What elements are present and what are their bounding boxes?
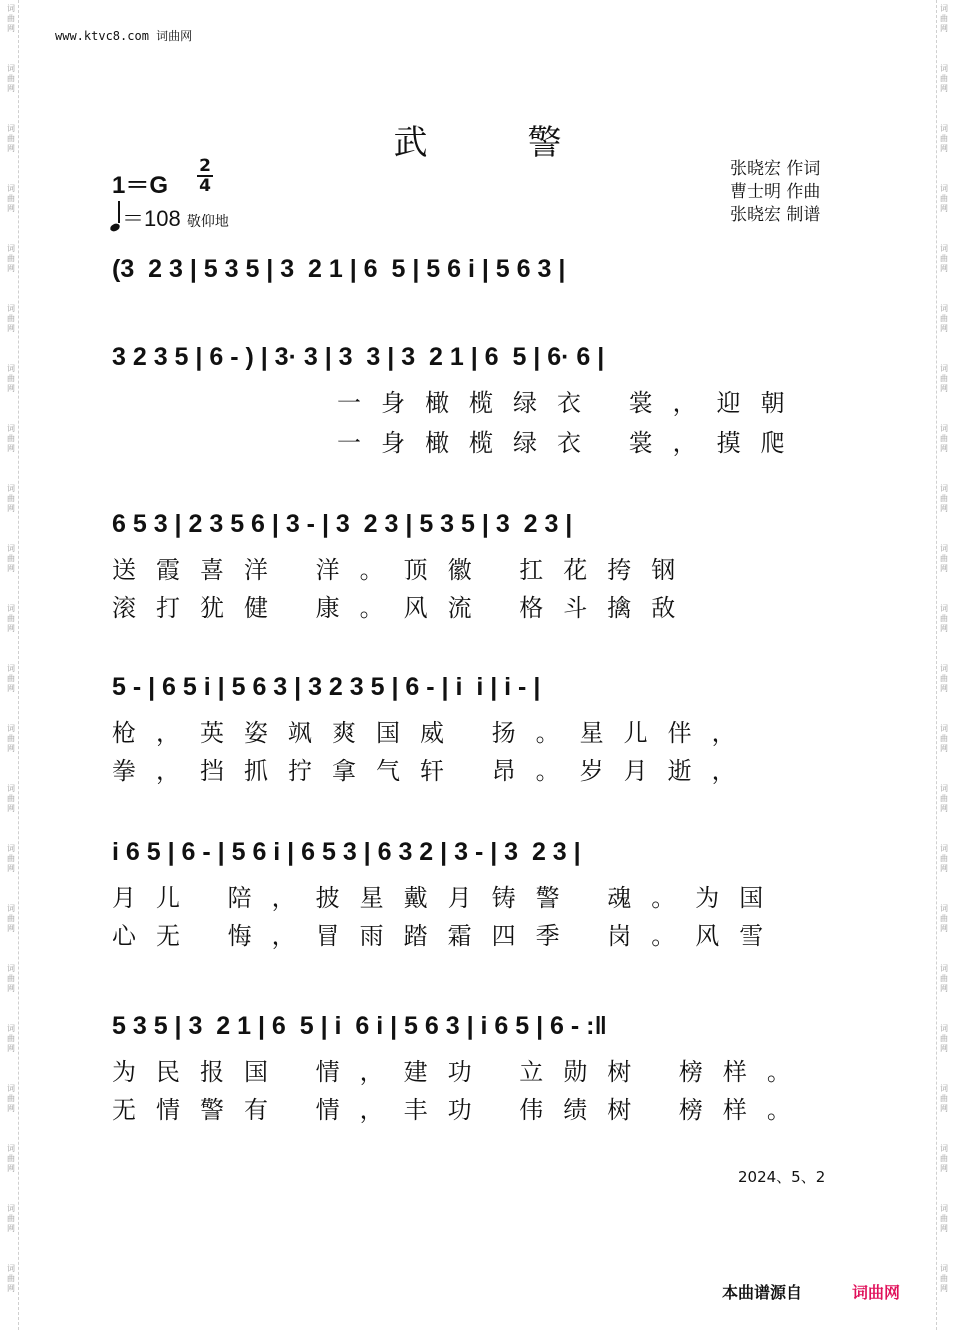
side-watermark-mark: 词 曲 网 (940, 4, 948, 33)
score-row (112, 838, 847, 950)
side-watermark-mark: 词 曲 网 (7, 724, 15, 753)
side-watermark-mark: 词 曲 网 (940, 784, 948, 813)
site-name[interactable]: 词曲网 (156, 29, 193, 43)
side-watermark-mark: 词 曲 网 (7, 304, 15, 333)
side-watermark-mark: 词 曲 网 (7, 904, 15, 933)
side-watermark-mark: 词 曲 网 (7, 604, 15, 633)
left-watermark-strip (4, 0, 19, 1330)
side-watermark-mark: 词 曲 网 (940, 1144, 948, 1173)
notation-line: 6 5 3 | 2 3 5 6 | 3 - | 3 2 3 | 5 3 5 | 3 2 3 | (112, 510, 573, 538)
notation-line: 5 - | 6 5 i | 5 6 3 | 3 2 3 5 | 6 - | i i | i - | (112, 673, 541, 701)
side-watermark-mark: 词 曲 网 (940, 424, 948, 453)
notation-line: (3 2 3 | 5 3 5 | 3 2 1 | 6 5 | 5 6 i | 5 6 3 | (112, 255, 566, 283)
song-title: 武警 (393, 123, 662, 163)
side-watermark-mark: 词 曲 网 (940, 244, 948, 273)
side-watermark-mark: 词 曲 网 (940, 904, 948, 933)
right-watermark-strip (936, 0, 951, 1330)
score-row (112, 510, 847, 622)
note-stem (118, 201, 120, 223)
site-header[interactable] (55, 27, 192, 44)
side-watermark-mark: 词 曲 网 (7, 1084, 15, 1113)
side-watermark-mark: 词 曲 网 (940, 184, 948, 213)
time-signature-top: 2 (199, 156, 211, 176)
side-watermark-mark: 词 曲 网 (7, 964, 15, 993)
side-watermark-mark: 词 曲 网 (7, 1264, 15, 1293)
score-row (112, 673, 847, 785)
credits (730, 158, 820, 227)
side-watermark-mark: 词 曲 网 (940, 124, 948, 153)
lyrics-verse-1: 一身橄榄绿衣 裳，迎朝 (337, 389, 805, 417)
side-watermark-mark: 词 曲 网 (940, 724, 948, 753)
side-watermark-mark: 词 曲 网 (940, 604, 948, 633)
side-watermark-mark: 词 曲 网 (7, 64, 15, 93)
side-watermark-mark: 词 曲 网 (7, 544, 15, 573)
tempo-marking (110, 202, 229, 233)
lyricist-credit: 张晓宏 作词 (730, 159, 821, 179)
lyrics-verse-2: 滚打犹健 康。风流 格斗擒敌 (112, 594, 696, 622)
time-signature (195, 157, 215, 195)
lyrics-verse-1: 送霞喜洋 洋。顶徽 扛花挎钢 (112, 556, 696, 584)
side-watermark-mark: 词 曲 网 (940, 304, 948, 333)
side-watermark-mark: 词 曲 网 (7, 424, 15, 453)
side-watermark-mark: 词 曲 网 (7, 1144, 15, 1173)
lyrics-verse-1: 月儿 陪，披星戴月铸警 魂。为国 (112, 884, 784, 912)
side-watermark-mark: 词 曲 网 (940, 64, 948, 93)
composer-credit: 曹士明 作曲 (730, 182, 821, 202)
side-watermark-mark: 词 曲 网 (7, 184, 15, 213)
side-watermark-mark: 词 曲 网 (940, 964, 948, 993)
time-signature-bottom: 4 (199, 176, 211, 196)
transcriber-credit: 张晓宏 制谱 (730, 205, 821, 225)
source-label: 本曲谱源自 (722, 1283, 803, 1302)
tempo-mood: 敬仰地 (186, 213, 229, 229)
notation-line: 5 3 5 | 3 2 1 | 6 5 | i 6 i | 5 6 3 | i 6 5 | 6 - :‖ (112, 1012, 607, 1040)
lyrics-verse-1: 枪，英姿飒爽国威 扬。星儿伴， (112, 719, 756, 747)
score-row (112, 255, 847, 305)
site-url[interactable]: www.ktvc8.com (55, 29, 149, 43)
side-watermark-mark: 词 曲 网 (940, 544, 948, 573)
lyrics-verse-2: 拳，挡抓拧拿气轩 昂。岁月逝， (112, 757, 756, 785)
score-row (112, 343, 847, 457)
side-watermark-mark: 词 曲 网 (940, 364, 948, 393)
key-signature: 1＝G (112, 172, 169, 199)
side-watermark-mark: 词 曲 网 (7, 1204, 15, 1233)
side-watermark-mark: 词 曲 网 (7, 124, 15, 153)
quarter-note-icon (109, 222, 121, 233)
side-watermark-mark: 词 曲 网 (7, 4, 15, 33)
side-watermark-mark: 词 曲 网 (940, 484, 948, 513)
tempo-value: ＝108 (122, 206, 181, 231)
composition-date: 2024、5、2 (738, 1168, 826, 1186)
side-watermark-mark: 词 曲 网 (7, 844, 15, 873)
lyrics-verse-1: 为民报国 情，建功 立勋树 榜样。 (112, 1058, 811, 1086)
score-row (112, 1012, 847, 1124)
side-watermark-mark: 词 曲 网 (940, 1084, 948, 1113)
side-watermark-mark: 词 曲 网 (7, 784, 15, 813)
lyrics-verse-2: 一身橄榄绿衣 裳，摸爬 (337, 429, 805, 457)
side-watermark-mark: 词 曲 网 (940, 1024, 948, 1053)
side-watermark-mark: 词 曲 网 (7, 244, 15, 273)
notation-line: i 6 5 | 6 - | 5 6 i | 6 5 3 | 6 3 2 | 3 - | 3 2 3 | (112, 838, 581, 866)
side-watermark-mark: 词 曲 网 (940, 1204, 948, 1233)
footer-brand-link[interactable]: 词曲网 (852, 1283, 901, 1302)
side-watermark-mark: 词 曲 网 (7, 364, 15, 393)
side-watermark-mark: 词 曲 网 (7, 664, 15, 693)
side-watermark-mark: 词 曲 网 (940, 1264, 948, 1293)
side-watermark-mark: 词 曲 网 (7, 1024, 15, 1053)
side-watermark-mark: 词 曲 网 (940, 844, 948, 873)
notation-line: 3 2 3 5 | 6 - ) | 3· 3 | 3 3 | 3 2 1 | 6 5 | 6· 6 | (112, 343, 605, 371)
side-watermark-mark: 词 曲 网 (940, 664, 948, 693)
lyrics-verse-2: 心无 悔，冒雨踏霜四季 岗。风雪 (112, 922, 784, 950)
side-watermark-mark: 词 曲 网 (7, 484, 15, 513)
footer (722, 1280, 900, 1303)
lyrics-verse-2: 无情警有 情，丰功 伟绩树 榜样。 (112, 1096, 811, 1124)
